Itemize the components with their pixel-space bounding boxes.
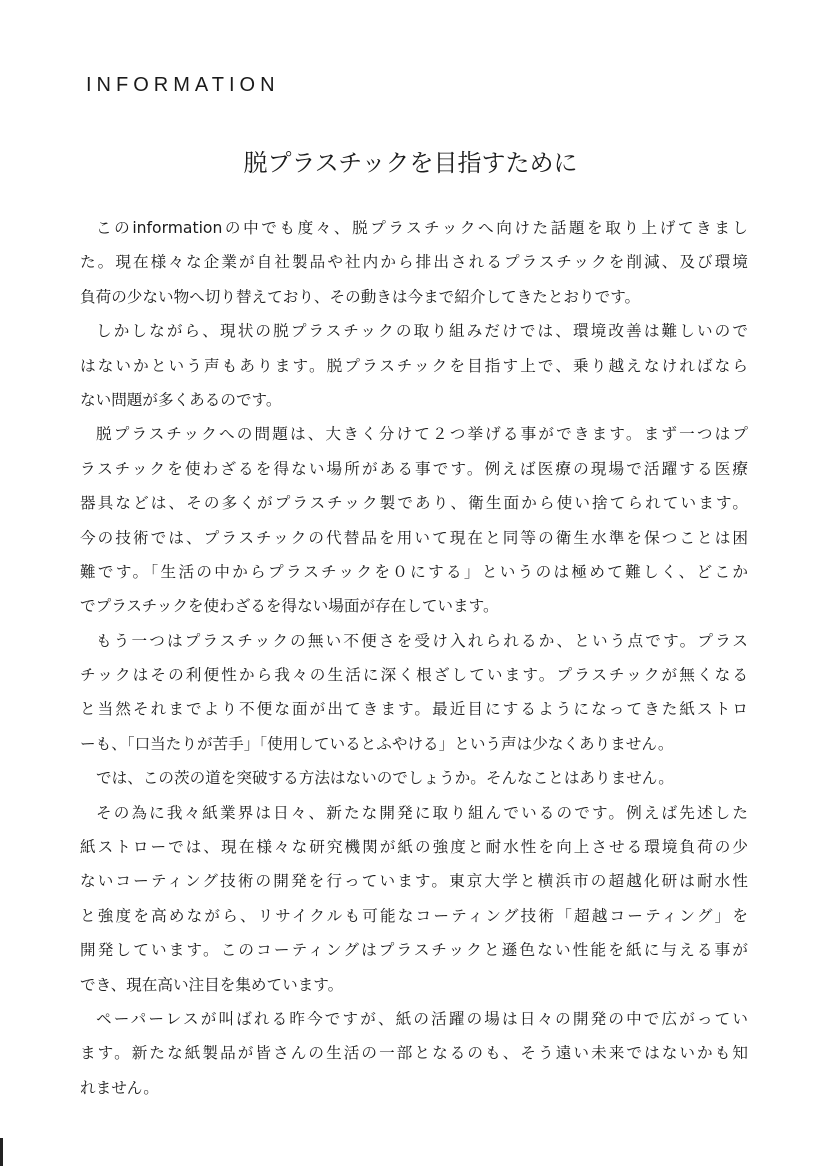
body-line: このinformationの中でも度々、脱プラスチックへ向けた話題を取り上げてきまし [96, 219, 748, 237]
body-line: 負荷の少ない物へ切り替えており、その動きは今まで紹介してきたとおりです。 [80, 287, 641, 306]
body-line: その為に我々紙業界は日々、新たな開発に取り組んでいるのです。例えば先述した [96, 803, 748, 822]
body-line: 今の技術では、プラスチックの代替品を用いて現在と同等の衛生水準を保つことは困 [80, 528, 748, 547]
body-line: はないかという声もあります。脱プラスチックを目指す上で、乗り越えなければなら [80, 356, 748, 375]
body-line: でき、現在高い注目を集めています。 [80, 975, 344, 994]
body-line: ます。新たな紙製品が皆さんの生活の一部となるのも、そう遠い未来ではないかも知 [80, 1044, 748, 1063]
body-line: ーも、「口当たりが苦手」「使用しているとふやける」という声は少なくありません。 [80, 734, 674, 753]
article-body [80, 216, 748, 1110]
body-line: でプラスチックを使わざるを得ない場面が存在しています。 [80, 597, 499, 616]
article-title: 脱プラスチックを目指すために [243, 149, 578, 177]
body-line: ない問題が多くあるのです。 [80, 390, 282, 409]
body-line: 紙ストローでは、現在様々な研究機関が紙の強度と耐水性を向上させる環境負荷の少 [80, 838, 748, 857]
body-line: もう一つはプラスチックの無い不便さを受け入れられるか、という点です。プラス [96, 631, 748, 650]
body-line: ないコーティング技術の開発を行っています。東京大学と横浜市の超越化研は耐水性 [80, 872, 748, 891]
scan-edge-mark [0, 1138, 3, 1166]
body-line: 脱プラスチックへの問題は、大きく分けて２つ挙げる事ができます。まず一つはプ [96, 425, 748, 444]
body-line: と強度を高めながら、リサイクルも可能なコーティング技術「超越コーティング」を [80, 906, 748, 925]
body-line: では、この茨の道を突破する方法はないのでしょうか。そんなことはありません。 [96, 769, 674, 788]
body-line: た。現在様々な企業が自社製品や社内から排出されるプラスチックを削減、及び環境 [80, 253, 748, 272]
body-line: 器具などは、その多くがプラスチック製であり、衛生面から使い捨てられています。 [80, 494, 748, 513]
section-label: INFORMATION [86, 74, 280, 96]
body-line: 難です。「生活の中からプラスチックを０にする」というのは極めて難しく、どこか [80, 562, 748, 581]
body-line: しかしながら、現状の脱プラスチックの取り組みだけでは、環境改善は難しいので [96, 322, 748, 341]
body-line: ペーパーレスが叫ばれる昨今ですが、紙の活躍の場は日々の開発の中で広がってい [96, 1009, 748, 1028]
body-line: チックはその利便性から我々の生活に深く根ざしています。プラスチックが無くなる [80, 666, 748, 685]
body-line: 開発しています。このコーティングはプラスチックと遜色ない性能を紙に与える事が [80, 941, 748, 960]
body-line: れません。 [80, 1078, 159, 1097]
body-line: と当然それまでより不便な面が出てきます。最近目にするようになってきた紙ストロ [80, 700, 748, 719]
body-line: ラスチックを使わざるを得ない場所がある事です。例えば医療の現場で活躍する医療 [80, 459, 748, 478]
